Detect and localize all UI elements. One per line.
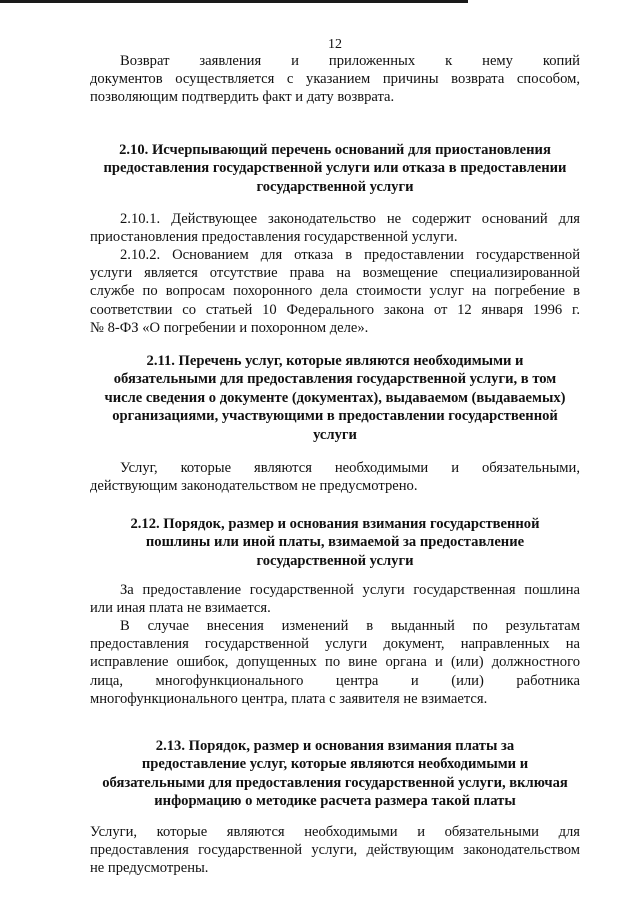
paragraph-line: многофункционального центра, плата с заявителя не взимается. xyxy=(90,690,488,707)
paragraph-line: или иная плата не взимается. xyxy=(90,600,271,617)
paragraph-line: предоставления государственной услуги документ, направленных на xyxy=(90,636,580,653)
top-scan-border xyxy=(0,0,468,3)
paragraph-line: В случае внесения изменений в выданный по результатам xyxy=(120,618,580,634)
paragraph-line: позволяющим подтвердить факт и дату возврата. xyxy=(90,89,395,106)
section-2-11-paragraph xyxy=(90,459,580,495)
return-paragraph xyxy=(90,52,580,107)
paragraph-line: исправление ошибок, допущенных по вине органа и (или) должностного xyxy=(90,654,580,671)
section-2-13-paragraph xyxy=(90,823,580,878)
section-2-12-heading xyxy=(90,515,580,570)
paragraph-line: документов осуществляется с указанием причины возврата способом, xyxy=(90,71,580,88)
heading-line: информацию о методике расчета размера такой платы xyxy=(154,793,516,810)
paragraph-line: 2.10.2. Основанием для отказа в предоставлении государственной xyxy=(120,247,580,263)
heading-line: услуги xyxy=(313,426,357,443)
section-2-10-heading xyxy=(90,141,580,196)
heading-line: предоставление услуг, которые являются необходимыми и xyxy=(141,756,529,773)
heading-line: числе сведения о документе (документах), выдаваемом (выдаваемых) xyxy=(104,389,566,406)
heading-line: государственной услуги xyxy=(256,552,414,569)
paragraph-line: не предусмотрены. xyxy=(90,860,209,877)
heading-line: 2.11. Перечень услуг, которые являются необходимыми и xyxy=(146,353,524,369)
paragraph-line: услуги является отсутствие права на возмещение специализированной xyxy=(90,265,580,282)
section-2-12-fee-paragraph xyxy=(90,581,580,617)
heading-line: 2.12. Порядок, размер и основания взимания государственной xyxy=(130,516,540,532)
paragraph-line: № 8-ФЗ «О погребении и похоронном деле». xyxy=(90,319,369,336)
paragraph-line: 2.10.1. Действующее законодательство не содержит оснований для xyxy=(120,211,580,227)
paragraph-line: За предоставление государственной услуги государственная пошлина xyxy=(120,582,580,598)
heading-line: организациями, участвующими в предоставлении государственной xyxy=(112,408,558,425)
page-number: 12 xyxy=(328,37,342,52)
section-2-13-heading xyxy=(90,737,580,811)
heading-line: государственной услуги xyxy=(256,178,414,195)
paragraph-line: предоставления государственной услуги, действующим законодательством xyxy=(90,842,580,859)
paragraph-line: Услуг, которые являются необходимыми и обязательными, xyxy=(120,460,580,476)
heading-line: 2.10. Исчерпывающий перечень оснований для приостановления xyxy=(119,142,551,158)
section-2-10-1-paragraph xyxy=(90,210,580,246)
heading-line: обязательными для предоставления государственной услуги, включая xyxy=(102,774,568,791)
paragraph-line: Возврат заявления и приложенных к нему копий xyxy=(120,53,580,69)
section-2-11-heading xyxy=(90,352,580,444)
heading-line: пошлины или иной платы, взимаемой за предоставление xyxy=(145,534,525,551)
paragraph-line: Услуги, которые являются необходимыми и обязательными для xyxy=(90,824,580,840)
paragraph-line: лица, многофункционального центра и (или) работника xyxy=(90,672,580,689)
paragraph-line: соответствии со статьей 10 Федерального закона от 12 января 1996 г. xyxy=(90,301,580,318)
paragraph-line: приостановления предоставления государственной услуги. xyxy=(90,229,458,246)
paragraph-line: службе по вопросам похоронного дела стоимости услуг на погребение в xyxy=(90,283,580,300)
paragraph-line: действующим законодательством не предусмотрено. xyxy=(90,478,418,495)
heading-line: предоставления государственной услуги или отказа в предоставлении xyxy=(103,160,567,177)
section-2-10-2-paragraph xyxy=(90,246,580,337)
section-2-12-corrections-paragraph xyxy=(90,617,580,708)
heading-line: обязательными для предоставления государственной услуги, в том xyxy=(113,371,557,388)
heading-line: 2.13. Порядок, размер и основания взимания платы за xyxy=(155,738,515,754)
